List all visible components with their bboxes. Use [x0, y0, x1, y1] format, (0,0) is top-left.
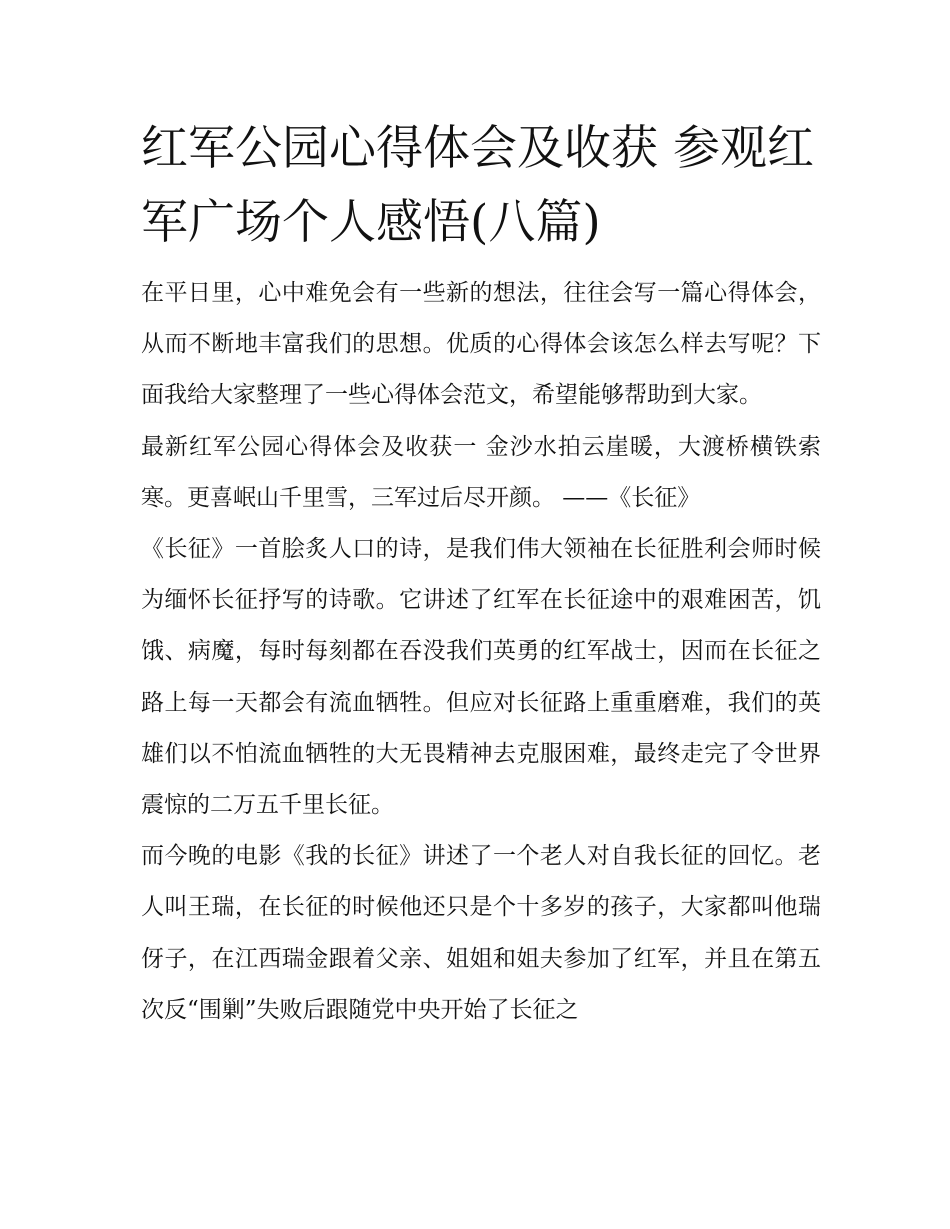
- document-body: [141, 112, 821, 1036]
- poem-paragraph: 最新红军公园心得体会及收获一 金沙水拍云崖暖，大渡桥横铁索寒。更喜岷山千里雪，三军过后尽开颜。 ——《长征》: [141, 433, 821, 511]
- body-paragraph: 《长征》一首脍炙人口的诗，是我们伟大领袖在长征胜利会师时候为缅怀长征抒写的诗歌。它讲述了红军在长征途中的艰难困苦，饥饿、病魔，每时每刻都在吞没我们英勇的红军战士，因而在长征之路上每一天都会有流血牺牲。但应对长征路上重重磨难，我们的英雄们以不怕流血牺牲的大无畏精神去克服困难，最终走完了令世界震惊的二万五千里长征。: [141, 536, 821, 819]
- intro-paragraph: 在平日里，心中难免会有一些新的想法，往往会写一篇心得体会，从而不断地丰富我们的思想。优质的心得体会该怎么样去写呢？下面我给大家整理了一些心得体会范文，希望能够帮助到大家。: [141, 280, 821, 409]
- document-title: 红军公园心得体会及收获 参观红军广场个人感悟(八篇): [141, 121, 814, 250]
- body-paragraph: 而今晚的电影《我的长征》讲述了一个老人对自我长征的回忆。老人叫王瑞，在长征的时候他还只是个十多岁的孩子，大家都叫他瑞伢子，在江西瑞金跟着父亲、姐姐和姐夫参加了红军，并且在第五次反“围剿”失败后跟随党中央开始了长征之: [141, 843, 821, 1023]
